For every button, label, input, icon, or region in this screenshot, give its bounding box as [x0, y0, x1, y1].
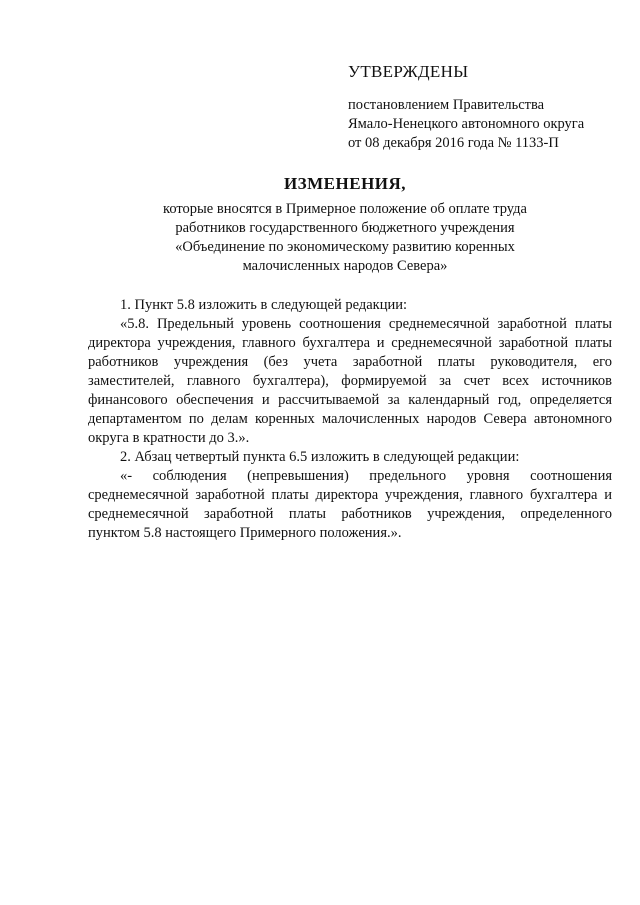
title-line: которые вносятся в Примерное положение об оплате труда [163, 201, 527, 217]
paragraph-line: директора учреждения, главного бухгалтера и среднемесячной заработной платы [88, 335, 612, 351]
title-line: работников государственного бюджетного учреждения [175, 220, 515, 236]
paragraph-line: «- соблюдения (непревышения) предельного уровня соотношения [120, 468, 612, 484]
paragraph-line: округа в кратности до 3.». [88, 430, 250, 446]
title-line: «Объединение по экономическому развитию коренных [175, 239, 515, 255]
document-title: ИЗМЕНЕНИЯ, [283, 174, 407, 193]
paragraph-line: департаментом по делам коренных малочисленных народов Севера автономного [88, 411, 612, 427]
title-line: малочисленных народов Севера» [242, 258, 448, 274]
approval-heading: УТВЕРЖДЕНЫ [348, 62, 469, 81]
document-body [88, 296, 612, 543]
paragraph-line: заместителей, главного бухгалтера), формируемой за счет всех источников [88, 373, 612, 389]
approval-line: от 08 декабря 2016 года № 1133-П [348, 135, 559, 151]
item-1-heading: 1. Пункт 5.8 изложить в следующей редакции: [120, 297, 408, 313]
paragraph-line: «5.8. Предельный уровень соотношения среднемесячной заработной платы [120, 316, 612, 332]
approval-line: Ямало-Ненецкого автономного округа [348, 116, 585, 132]
paragraph-line: среднемесячной заработной платы работников учреждения, определенного [88, 506, 612, 522]
title-block [90, 174, 600, 276]
approval-block [348, 62, 628, 153]
approval-line: постановлением Правительства [348, 97, 545, 113]
item-2-heading: 2. Абзац четвертый пункта 6.5 изложить в следующей редакции: [120, 449, 520, 465]
paragraph-line: пунктом 5.8 настоящего Примерного положения.». [88, 525, 402, 541]
paragraph-line: финансового обеспечения и рассчитываемой за календарный год, определяется [88, 392, 612, 408]
paragraph-line: работников учреждения (без учета заработной платы руководителя, его [88, 354, 612, 370]
paragraph-line: среднемесячной заработной платы директора учреждения, главного бухгалтера и [88, 487, 612, 503]
